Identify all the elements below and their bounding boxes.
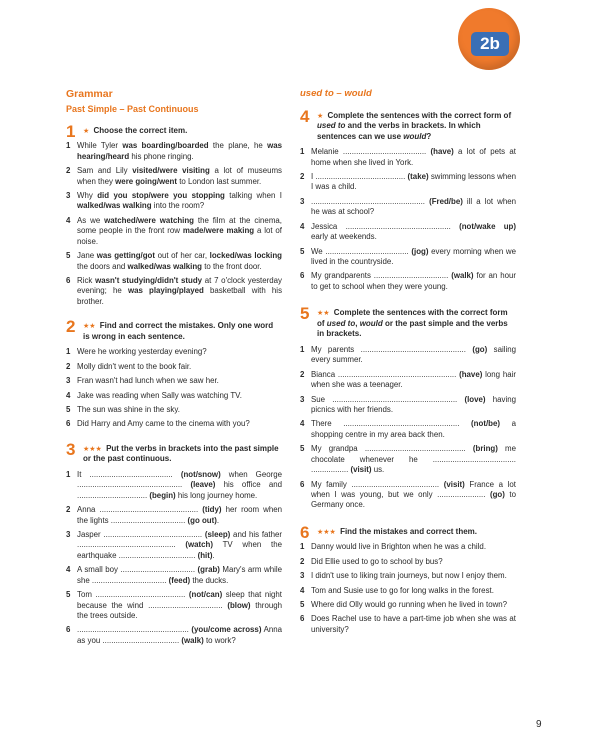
- list-item: 6 ................................................... (you/come across) Anna as you ................................... (walk) to work?: [66, 625, 282, 645]
- left-column: [66, 88, 282, 650]
- list-item: 6 Rick wasn't studying/didn't study at 7 o'clock yesterday evening; he was playing/played basketball with his brother.: [66, 275, 283, 306]
- exercise-number: 2: [66, 317, 76, 337]
- list-item: 5 Jane was getting/got out of her car, locked/was locking the doors and walked/was walking to the front door.: [66, 251, 282, 271]
- list-item: 1 Were he working yesterday evening?: [66, 347, 207, 357]
- star-icon: ★★: [317, 310, 330, 318]
- exercise-instruction: ★★★ Put the verbs in brackets into the past simple or the past continuous.: [83, 443, 279, 464]
- list-item: 5 The sun was shine in the sky.: [66, 404, 180, 414]
- list-item: 4 A small boy .................................. (grab) Mary's arm while she .................................. (feed) the ducks.: [66, 565, 282, 585]
- list-item: 2 Did Ellie used to go to school by bus?: [300, 556, 443, 566]
- list-item: 3 .................................................... (Fred/be) ill a lot when he was at school?: [300, 196, 516, 217]
- exercise-number: 1: [66, 121, 76, 141]
- list-item: 2 Sam and Lily visited/were visiting a lot of museums when they were going/went to London last summer.: [66, 166, 282, 186]
- list-item: 3 I didn't use to liking train journeys, but now I enjoy them.: [300, 571, 507, 581]
- list-item: 1 My parents ................................................ (go) sailing every summer.: [300, 344, 516, 365]
- list-item: 1 Danny would live in Brighton when he was a child.: [300, 542, 487, 552]
- list-item: 2 I ......................................... (take) swimming lessons when I was a child.: [300, 172, 516, 192]
- list-item: 3 Fran wasn't had lunch when we saw her.: [66, 376, 219, 386]
- list-item: 4 Jessica ................................................ (not/wake up) early at weekends.: [300, 221, 516, 242]
- star-icon: ★★: [83, 323, 96, 331]
- section-title-grammar: Grammar: [66, 88, 113, 100]
- list-item: 4 Jake was reading when Sally was watching TV.: [66, 390, 242, 400]
- exercise-number: 4: [300, 106, 310, 126]
- list-item: 5 Where did Olly would go running when he lived in town?: [300, 600, 508, 610]
- exercise-5-items: [300, 345, 516, 511]
- list-item: 1 Melanie ...................................... (have) a lot of pets at home when she lived in York.: [300, 147, 516, 167]
- section-subtitle: Past Simple – Past Continuous: [66, 103, 199, 114]
- list-item: 3 Why did you stop/were you stopping talking when I walked/was walking into the room?: [66, 190, 282, 211]
- star-icon: ★: [317, 112, 324, 120]
- exercise-2: [66, 317, 282, 342]
- unit-label: 2b: [471, 32, 509, 56]
- right-column: [300, 88, 516, 639]
- exercise-4: [300, 106, 516, 143]
- exercise-number: 5: [300, 304, 310, 324]
- star-icon: ★★★: [83, 445, 102, 453]
- list-item: 5 We ...................................... (jog) every morning when we lived in the countryside.: [300, 246, 516, 266]
- exercise-2-items: [66, 347, 282, 430]
- list-item: 1 It ...................................... (not/snow) when George ................................................ (leave) his office and ................................ (begin) his long journey home.: [66, 469, 283, 500]
- exercise-4-items: [300, 147, 516, 292]
- exercise-6: [300, 522, 516, 542]
- list-item: 6 Did Harry and Amy came to the cinema with you?: [66, 419, 250, 429]
- exercise-instruction: ★★ Find and correct the mistakes. Only one word is wrong in each sentence.: [83, 321, 274, 341]
- list-item: 6 Does Rachel use to have a part-time job when she was at university?: [300, 614, 516, 634]
- list-item: 2 Molly didn't went to the book fair.: [66, 361, 192, 371]
- exercise-3-items: [66, 470, 282, 646]
- list-item: 4 There ..................................................... (not/be) a shopping centre in my area back then.: [300, 419, 516, 439]
- list-item: 6 My family ........................................ (visit) France a lot when I was young, but we only ...................... (go) to Germany once.: [300, 479, 516, 510]
- star-icon: ★: [83, 127, 90, 135]
- list-item: 1 While Tyler was boarding/boarded the plane, he was hearing/heard his phone ringing.: [66, 141, 283, 161]
- exercise-1-items: [66, 141, 282, 307]
- exercise-number: 6: [300, 522, 310, 542]
- exercise-5: [300, 304, 516, 340]
- exercise-number: 3: [66, 439, 76, 459]
- exercise-instruction: ★★★ Find the mistakes and correct them.: [317, 526, 477, 536]
- list-item: 2 Bianca ...................................................... (have) long hair when she was a teenager.: [300, 369, 516, 390]
- list-item: 3 Jasper ............................................. (sleep) and his father ............................................. (watch) TV when the earthquake ................................... (hit).: [66, 530, 282, 560]
- exercise-3: [66, 439, 282, 465]
- list-item: 4 Tom and Susie use to go for long walks in the forest.: [300, 585, 494, 595]
- exercise-instruction: ★ Choose the correct item.: [83, 125, 188, 135]
- list-item: 3 Sue ......................................................... (love) having picnics with her friends.: [300, 394, 516, 414]
- exercise-1: [66, 121, 282, 141]
- page-number: 9: [536, 719, 542, 730]
- section-title-used-to: used to – would: [300, 88, 372, 99]
- exercise-instruction: ★★ Complete the sentences with the correct form of used to, would or the past simple and the verbs in brackets.: [317, 308, 508, 339]
- list-item: 5 My grandpa .............................................. (bring) me chocolate whenever he ...................................... ................. (visit) us.: [300, 444, 517, 475]
- exercise-instruction: ★ Complete the sentences with the correct form of used to and the verbs in brackets. In which sentences can we use would?: [317, 110, 512, 141]
- exercise-6-items: [300, 542, 516, 635]
- star-icon: ★★★: [317, 528, 336, 536]
- list-item: 6 My grandparents .................................. (walk) for an hour to get to school when they were young.: [300, 271, 516, 291]
- list-item: 5 Tom ......................................... (not/can) sleep that night because the wind .................................. (blow) through the trees outside.: [66, 590, 282, 620]
- list-item: 2 Anna ............................................. (tidy) her room when the lights .................................. (go out).: [66, 505, 282, 525]
- list-item: 4 As we watched/were watching the film at the cinema, some people in the front row made/were making a lot of noise.: [66, 215, 282, 246]
